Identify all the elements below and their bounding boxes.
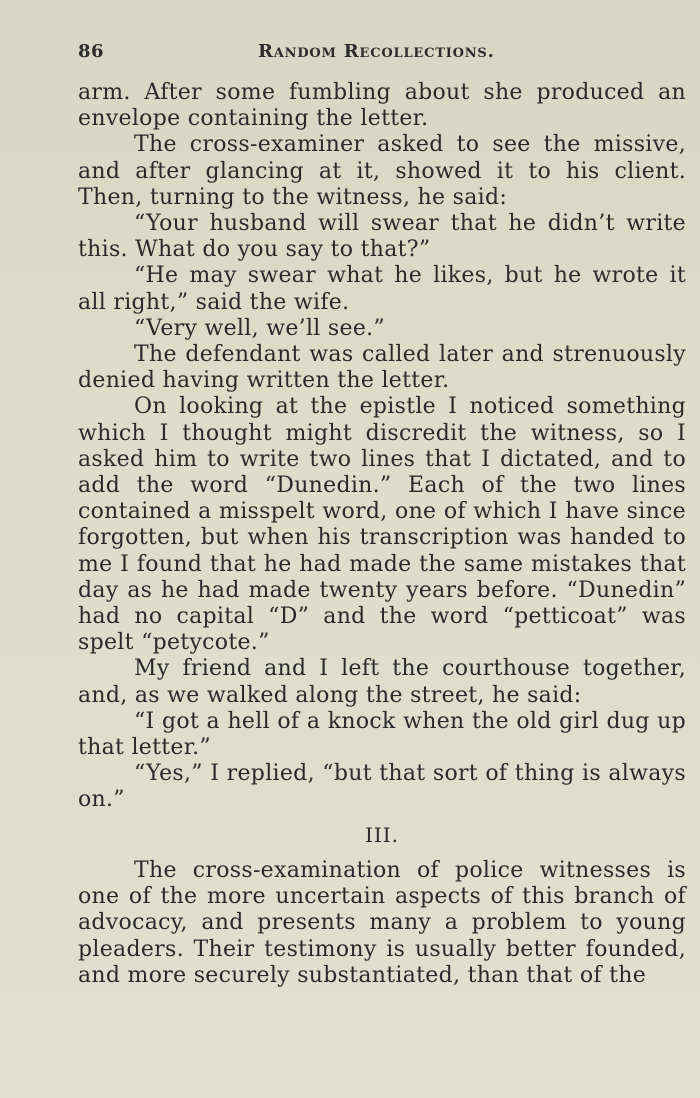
paragraph: “I got a hell of a knock when the old girl dug up that letter.” [78,708,686,761]
paragraph: My friend and I left the courthouse together, and, as we walked along the street, he said: [78,656,686,708]
paragraph: “Very well, we’ll see.” [134,315,385,341]
paragraph: The defendant was called later and strenuously denied having written the letter. [78,342,686,394]
paragraph: “Yes,” I replied, “but that sort of thing is always on.” [78,761,686,813]
page-header [78,41,686,69]
paragraph: arm. After some fumbling about she produced an envelope containing the letter. [78,80,686,132]
section-heading: III. [364,822,400,847]
paragraph: The cross-examiner asked to see the missive, and after glancing at it, showed it to his client. Then, turning to the witness, he said: [78,132,686,210]
paragraph: On looking at the epistle I noticed something which I thought might discredit the witness, so I asked him to write two lines that I dictated, and to add the word “Dunedin.” Each of the two lines contained a misspelt word, one of which I have since forgotten, but when his transcription was handed to me I found that he had made the same mistakes that day as he had made twenty years before. “Dunedin” had no capital “D” and the word “petticoat” was spelt “petycote.” [78,394,686,656]
running-head: Random Recollections. [258,41,495,62]
paragraph: “He may swear what he likes, but he wrote it all right,” said the wife. [78,263,686,315]
page-number: 86 [78,41,105,62]
paragraph: The cross-examination of police witnesses is one of the more uncertain aspects of this branch of advocacy, and presents many a problem to young pleaders. Their testimony is usually better founded, and more securely substantiated, than that of the [78,857,686,988]
paragraph: “Your husband will swear that he didn’t write this. What do you say to that?” [78,211,686,263]
page-body [78,80,686,989]
